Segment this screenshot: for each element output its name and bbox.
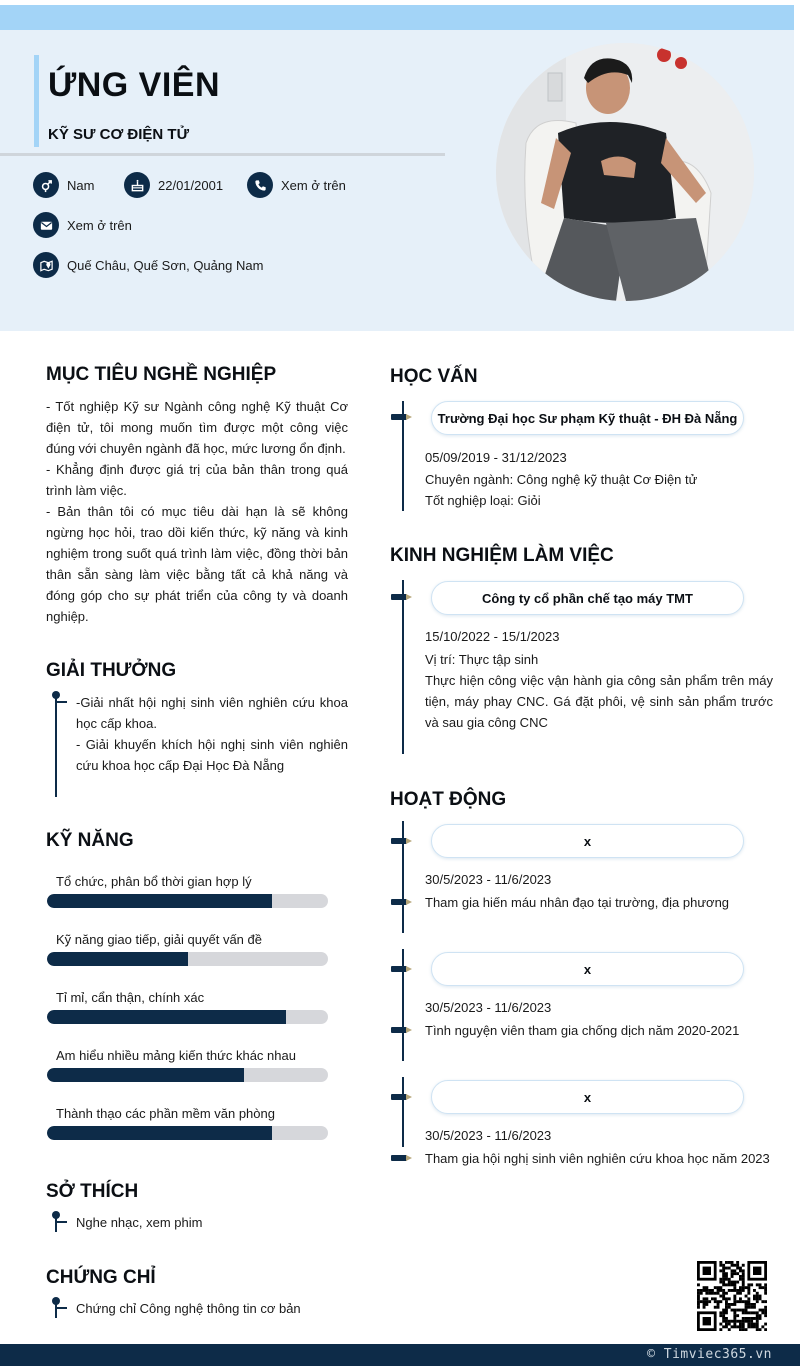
objective-line: - Bản thân tôi có mục tiêu dài hạn là sẽ không ngừng học hỏi, trao dồi kiến thức, kỹ năng và kinh nghiệm trong suốt quá trình làm việc, đồng thời bản thân sẵn sàng làm việc bằng tất cả khả năng và đóng góp cho sự phát triển của công ty và doanh nghiệp. [46,504,348,624]
activities-title: HOẠT ĐỘNG [390,789,507,810]
experience-description: Thực hiện công việc vận hành gia công sản phẩm trên máy tiện, máy phay CNC. Gá đặt phôi, vệ sinh sản phẩm trước và sau gia công CNC [425,673,773,730]
skill-level-bar [47,1068,328,1082]
timeline-marker [391,966,413,972]
skill-label: Thành thạo các phần mềm văn phòng [56,1106,275,1121]
activity-org-pill: x [431,952,744,986]
awards-text [76,692,348,776]
objective-line: - Khẳng định được giá trị của bản thân trong quá trình làm việc. [46,462,348,498]
timeline-marker [391,414,413,420]
birthday-cake-icon [124,172,150,198]
name-accent-bar [34,55,39,147]
contact-gender [33,172,94,198]
activity-org-pill: x [431,824,744,858]
objective-title: MỤC TIÊU NGHỀ NGHIỆP [46,364,277,385]
address-text: Quế Châu, Quế Sơn, Quảng Nam [67,257,264,273]
objective-line: - Tốt nghiệp Kỹ sư Ngành công nghệ Kỹ thuật Cơ điện tử, tôi mong muốn tìm được một công việc đúng với chuyên ngành đã học, mức lương ổn định. [46,399,348,456]
contact-address [33,252,263,278]
skill-label: Kỹ năng giao tiếp, giải quyết vấn đề [56,932,262,947]
award-item: -Giải nhất hội nghị sinh viên nghiên cứu khoa học cấp khoa. [76,695,348,731]
job-title: KỸ SƯ CƠ ĐIỆN TỬ [48,126,190,143]
activity-org-pill: x [431,1080,744,1114]
skill-label: Tổ chức, phân bổ thời gian hợp lý [56,874,252,889]
timeline-tick [55,1221,67,1223]
email-text: Xem ở trên [67,217,132,233]
experience-period: 15/10/2022 - 15/1/2023 [425,629,560,644]
skills-title: KỸ NĂNG [46,830,134,851]
skill-level-fill [47,1010,286,1024]
certs-text: Chứng chỉ Công nghệ thông tin cơ bản [76,1301,301,1316]
timeline-marker [391,838,413,844]
top-accent-bar [0,5,794,30]
contact-birthday [124,172,223,198]
skill-level-bar [47,894,328,908]
hobbies-title: SỞ THÍCH [46,1181,139,1202]
timeline-line [55,1214,57,1232]
education-school-pill: Trường Đại học Sư phạm Kỹ thuật - ĐH Đà Nẵng [431,401,744,435]
gender-icon [33,172,59,198]
award-item: - Giải khuyến khích hội nghị sinh viên nghiên cứu khoa học cấp Đại Học Đà Nẵng [76,737,348,773]
education-major: Chuyên ngành: Công nghệ kỹ thuật Cơ Điện tử [425,472,698,487]
skill-level-bar [47,1010,328,1024]
footer-brand: © Timviec365.vn [647,1347,772,1362]
qr-code-icon [697,1261,767,1331]
candidate-name: ỨNG VIÊN [48,66,221,104]
skill-level-fill [47,1068,244,1082]
phone-text: Xem ở trên [281,177,346,193]
map-pin-icon [33,252,59,278]
qr-code [697,1261,767,1331]
education-title: HỌC VẤN [390,366,478,387]
birthday-text: 22/01/2001 [158,177,224,193]
timeline-marker [391,899,413,905]
candidate-photo [496,43,754,301]
timeline-line [55,1300,57,1318]
timeline-line [402,580,404,754]
timeline-marker [391,1155,413,1161]
activity-description: Tham gia hiến máu nhân đạo tại trường, địa phương [425,895,730,910]
timeline-tick [55,1307,67,1309]
experience-position: Vị trí: Thực tập sinh [425,652,539,667]
skill-label: Am hiểu nhiều mảng kiến thức khác nhau [56,1048,296,1063]
activity-description: Tình nguyện viên tham gia chống dịch năm 2020-2021 [425,1023,740,1038]
skill-level-bar [47,952,328,966]
skill-level-fill [47,952,188,966]
certs-title: CHỨNG CHỈ [46,1267,156,1288]
phone-icon [247,172,273,198]
timeline-line [55,695,57,797]
timeline-marker [391,1027,413,1033]
education-grade: Tốt nghiệp loại: Giỏi [425,493,541,508]
person-photo-icon [496,43,754,301]
skill-level-bar [47,1126,328,1140]
footer-bar [0,1344,800,1366]
contact-email [33,212,132,238]
experience-company-pill: Công ty cổ phần chế tạo máy TMT [431,581,744,615]
name-divider [0,153,445,156]
timeline-line [402,1077,404,1147]
hobbies-text: Nghe nhạc, xem phim [76,1215,203,1230]
timeline-tick [55,701,67,703]
skill-level-fill [47,894,272,908]
timeline-marker [391,594,413,600]
activity-period: 30/5/2023 - 11/6/2023 [425,1128,552,1143]
experience-title: KINH NGHIỆM LÀM VIỆC [390,545,614,566]
timeline-marker [391,1094,413,1100]
activity-description: Tham gia hội nghị sinh viên nghiên cứu khoa học năm 2023 [425,1151,770,1166]
gender-text: Nam [67,177,95,193]
skill-level-fill [47,1126,272,1140]
activity-period: 30/5/2023 - 11/6/2023 [425,1000,552,1015]
activity-period: 30/5/2023 - 11/6/2023 [425,872,552,887]
awards-title: GIẢI THƯỞNG [46,660,177,681]
contact-phone [247,172,346,198]
email-icon [33,212,59,238]
education-period: 05/09/2019 - 31/12/2023 [425,450,567,465]
skill-label: Tỉ mỉ, cẩn thận, chính xác [56,990,205,1005]
objective-text [46,396,348,627]
